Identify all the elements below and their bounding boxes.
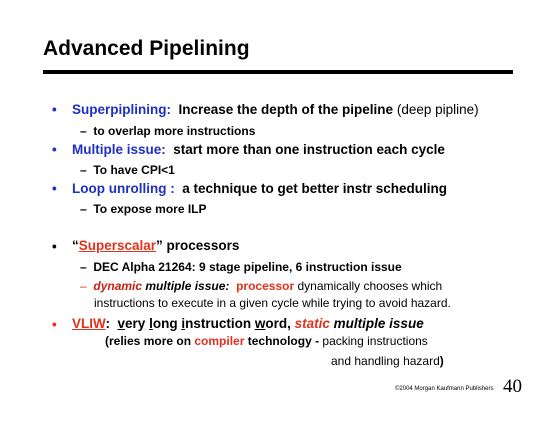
ord: ord, bbox=[265, 316, 291, 331]
dash: – bbox=[80, 279, 87, 293]
sub-text: to overlap more instructions bbox=[93, 124, 256, 138]
close: ” processors bbox=[156, 238, 240, 253]
i-letter: i bbox=[181, 316, 186, 331]
sub-item-dynamic bbox=[80, 279, 442, 293]
w-letter: w bbox=[254, 316, 266, 331]
sub-text: To have CPI<1 bbox=[93, 163, 175, 177]
l-letter: l bbox=[149, 316, 153, 331]
paren: (deep pipline) bbox=[396, 102, 479, 117]
sub-item bbox=[80, 163, 175, 177]
ong: ong bbox=[152, 316, 182, 331]
item-vliw bbox=[72, 316, 424, 331]
bullet-dot: • bbox=[52, 142, 57, 157]
item-superscalar bbox=[72, 238, 239, 253]
item-loop-unrolling bbox=[72, 181, 447, 196]
item-multiple-issue bbox=[72, 142, 445, 157]
sub-item bbox=[80, 260, 402, 274]
sub-text: To expose more ILP bbox=[93, 202, 207, 216]
desc: a technique to get better instr scheduling bbox=[182, 181, 448, 196]
part-b: technology - bbox=[247, 334, 320, 348]
term: Superscalar bbox=[78, 238, 157, 253]
slide-title: Advanced Pipelining bbox=[43, 37, 250, 60]
page-number: 40 bbox=[503, 376, 522, 397]
term: Superpiplining: bbox=[72, 102, 171, 117]
desc: start more than one instruction each cycle bbox=[173, 142, 445, 157]
term: Loop unrolling : bbox=[72, 181, 175, 196]
term: Multiple issue: bbox=[72, 142, 166, 157]
sub-text: DEC Alpha 21264: 9 stage pipeline, 6 instruction issue bbox=[93, 260, 402, 274]
colon: : bbox=[105, 316, 110, 331]
v-letter: v bbox=[117, 316, 126, 331]
copyright-note: ©2004 Morgan Kaufmann Publishers bbox=[395, 386, 494, 392]
open-quote: “ bbox=[72, 238, 79, 253]
sub-item bbox=[80, 124, 255, 138]
vliw-line3 bbox=[331, 354, 444, 368]
nstruction: nstruction bbox=[185, 316, 255, 331]
dash: – bbox=[80, 124, 87, 138]
ery: ery bbox=[125, 316, 150, 331]
mi-word: multiple issue bbox=[333, 316, 424, 331]
part-a: and handling hazard bbox=[331, 354, 440, 368]
bullet-dot: • bbox=[52, 181, 57, 196]
desc: Increase the depth of the pipeline bbox=[178, 102, 394, 117]
dash: – bbox=[80, 202, 87, 216]
bullet-dot: • bbox=[52, 239, 57, 254]
item-superpipelining bbox=[72, 102, 479, 117]
compiler-word: compiler bbox=[194, 334, 245, 348]
part-a: (relies more on bbox=[105, 334, 192, 348]
mi-word: multiple issue: bbox=[145, 279, 230, 293]
bullet-dot: • bbox=[52, 317, 57, 332]
part-b: ) bbox=[439, 354, 444, 368]
part-c: packing instructions bbox=[322, 334, 428, 348]
processor-word: processor bbox=[236, 279, 295, 293]
static-word: static bbox=[294, 316, 330, 331]
dynamic-word: dynamic bbox=[93, 279, 143, 293]
term: VLIW bbox=[72, 316, 106, 331]
title-rule bbox=[43, 70, 513, 74]
sub-item bbox=[80, 202, 207, 216]
dash: – bbox=[80, 260, 87, 274]
vliw-line2 bbox=[105, 334, 428, 348]
sub-item-dynamic-line2: instructions to execute in a given cycle while trying to avoid hazard. bbox=[94, 296, 451, 310]
bullet-dot: • bbox=[52, 102, 57, 117]
dash: – bbox=[80, 163, 87, 177]
rest: dynamically chooses which bbox=[297, 279, 443, 293]
